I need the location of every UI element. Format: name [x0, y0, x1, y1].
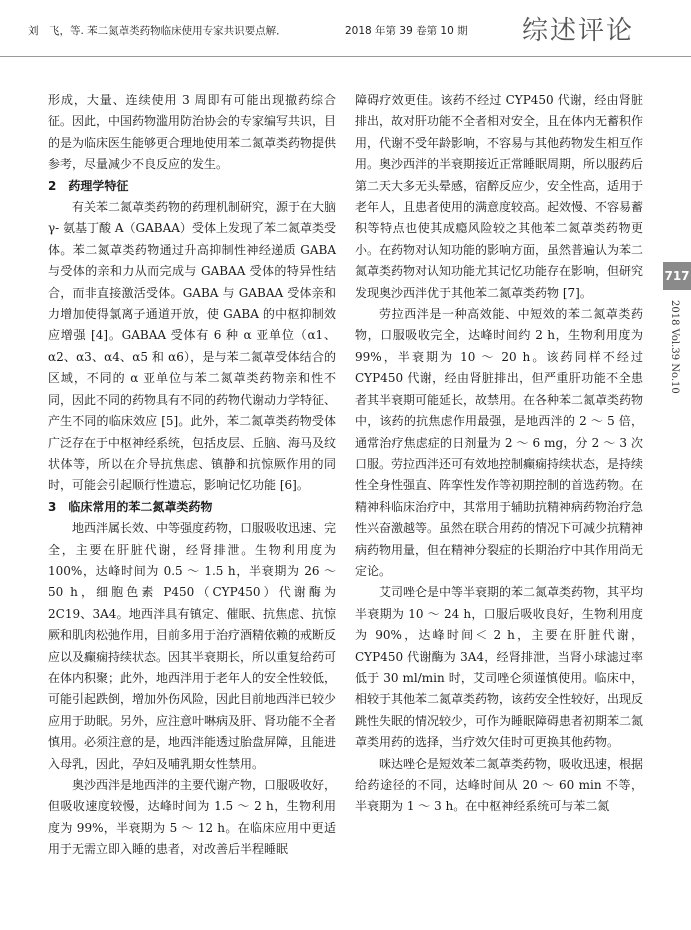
paragraph: 劳拉西泮是一种高效能、中短效的苯二氮䓬类药物，口服吸收完全，达峰时间约 2 h，生物利用度为 99%，半衰期为 10 ～ 20 h。该药同样不经过 CYP450 代谢，经由肾脏排出，但严重肝功能不全患者其半衰期可能延长，故禁用。在各种苯二氮䓬类药物中，该药的抗焦虑作用最强，是地西泮的 2 ～ 5 倍，通常治疗焦虑症的日剂量为 2 ～ 6 mg，分 2 ～ 3 次口服。劳拉西泮还可有效地控制癫痫持续状态，是持续性全身性强直、阵挛性发作等初期控制的首选药物。在精神科临床治疗中，其常用于辅助抗精神病药物治疗急性兴奋激越等。虽然在联合用药的情况下可减少抗精神病药物用量，但在精神分裂症的长期治疗中其作用尚无定论。: [355, 307, 644, 578]
running-head-issue: 2018 年第 39 卷第 10 期: [345, 25, 468, 37]
paragraph: 有关苯二氮䓬类药物的药理机制研究，源于在大脑 γ- 氨基丁酸 A（GABAA）受体上发现了苯二氮䓬类受体。苯二氮䓬类药物通过升高抑制性神经递质 GABA 与受体的亲和力从而完成与 GABAA 受体的特异性结合，而非直接激活受体。GABA 与 GABAA 受体亲和力增加使得氯离子通道开放，使 GABA 的中枢抑制效应增强 [4]。GABAA 受体有 6 种 α 亚单位（α1、α2、α3、α4、α5 和 α6），是与苯二氮䓬受体结合的区域，不同的 α 亚单位与苯二氮䓬类药物亲和性不同，因此不同的药物具有不同的药物代谢动力学特征、产生不同的临床效应 [5]。此外，苯二氮䓬类药物受体广泛存在于中枢神经系统，包括皮层、丘脑、海马及纹状体等，所以在介导抗焦虑、镇静和抗惊厥作用的同时，可能会引起顺行性遗忘，影响记忆功能 [6]。: [48, 200, 337, 493]
right-column: [355, 90, 643, 818]
paragraph: 障碍疗效更佳。该药不经过 CYP450 代谢，经由肾脏排出，故对肝功能不全者相对安全，且在体内无蓄积作用，代谢不受年龄影响，不容易与其他药物发生相互作用。奥沙西泮的半衰期接近正常睡眠周期，所以服药后第二天大多无头晕感，宿醉反应少，安全性高，适用于老年人，且患者使用的满意度较高。起效慢、不容易蓄积等特点也使其成瘾风险较之其他苯二氮䓬类药物更小。在药物对认知功能的影响方面，虽然普遍认为苯二氮䓬类药物对认知功能尤其记忆功能存在影响，但研究发现奥沙西泮优于其他苯二氮䓬类药物 [7]。: [355, 93, 644, 300]
paragraph: 地西泮属长效、中等强度药物，口服吸收迅速、完全，主要在肝脏代谢，经肾排泄。生物利用度为 100%，达峰时间为 0.5 ～ 1.5 h，半衰期为 26 ～ 50 h，细胞色素 P450（CYP450）代谢酶为 2C19、3A4。地西泮具有镇定、催眠、抗焦虑、抗惊厥和肌肉松弛作用，目前多用于治疗酒精依赖的戒断反应以及癫痫持续状态。因其半衰期长，所以重复给药可在体内积聚；此外，地西泮用于老年人的安全性较低，可能引起跌倒，增加外伤风险，因此目前地西泮已较少应用于助眠。另外，应注意叶啉病及肝、肾功能不全者慎用。必须注意的是，地西泮能透过胎盘屏障，且能进入母乳，因此，孕妇及哺乳期女性禁用。: [48, 521, 337, 771]
section-title: 综述评论: [522, 16, 635, 46]
left-column: [48, 90, 336, 861]
paragraph: 奥沙西泮是地西泮的主要代谢产物，口服吸收好，但吸收速度较慢，达峰时间为 1.5 ～ 2 h，生物利用度为 99%，半衰期为 5 ～ 12 h。在临床应用中更适用于无需立即入睡的患者，对改善后半程睡眠: [48, 778, 337, 857]
page-number-tab: 717: [663, 262, 691, 290]
section-heading: 2 药理学特征: [48, 178, 129, 193]
paragraph: 形成，大量、连续使用 3 周即有可能出现撤药综合征。因此，中国药物滥用防治协会的专家编写共识，目的是为临床医生能够更合理地使用苯二氮䓬类药物提供参考，尽量减少不良反应的发生。: [48, 93, 337, 172]
paragraph: 咪达唑仑是短效苯二氮䓬类药物，吸收迅速，根据给药途径的不同，达峰时间从 20 ～ 60 min 不等，半衰期为 1 ～ 3 h。在中枢神经系统可与苯二氮: [355, 756, 644, 814]
header-divider: [0, 56, 691, 57]
running-head-authors: 刘 飞，等. 苯二氮䓬类药物临床使用专家共识要点解．: [28, 25, 287, 37]
section-heading: 3 临床常用的苯二氮䓬类药物: [48, 499, 213, 514]
paragraph: 艾司唑仑是中等半衰期的苯二氮䓬类药物，其平均半衰期为 10 ～ 24 h，口服后吸收良好，生物利用度为 90%，达峰时间＜ 2 h，主要在肝脏代谢，CYP450 代谢酶为 3A4，经肾排泄，当肾小球滤过率低于 30 ml/min 时，艾司唑仑须谨慎使用。临床中，相较于其他苯二氮䓬类药物，该药安全性较好，出现反跳性失眠的情况较少，可作为睡眠障碍患者初期苯二氮䓬类用药的选择，当疗效欠佳时可更换其他药物。: [355, 585, 644, 750]
volume-label: 2018 Vol.39 No.10: [669, 300, 680, 394]
